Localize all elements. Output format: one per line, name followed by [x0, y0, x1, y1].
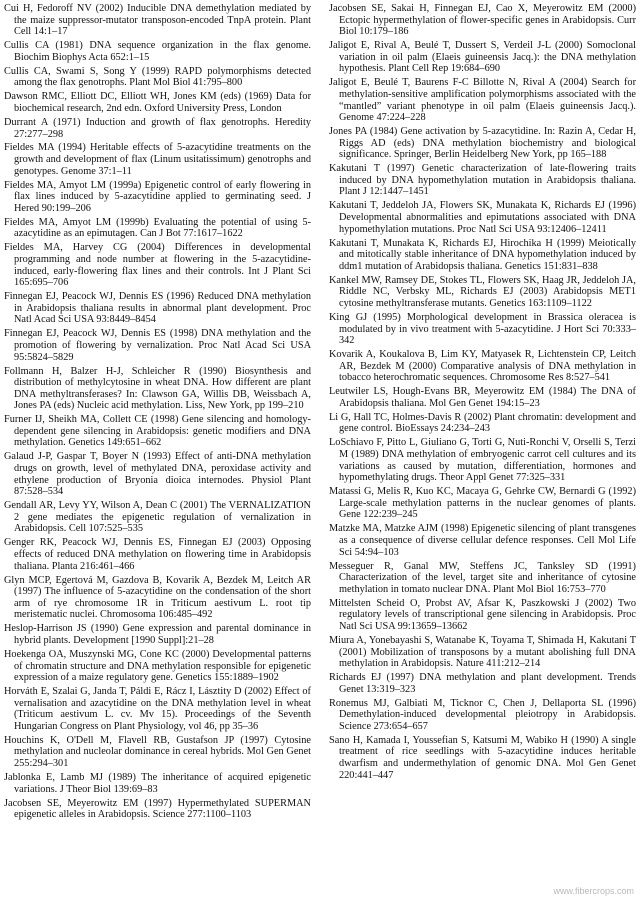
reference-entry: LoSchiavo F, Pitto L, Giuliano G, Torti G, Nuti-Ronchi V, Orselli S, Terzi M (1989) DNA methylation of embryogenic carrot cell cultures and its variations as caused by mutation, differentiation, hormones and hypomethylating drugs. Theor Appl Genet 77:325–331 [329, 437, 636, 484]
reference-entry: Fieldes MA, Harvey CG (2004) Differences in developmental programming and node number at flowering in the 5-azacytidine-induced, early-flowering flax lines and their controls. Int J Plant Sci 165:695–706 [4, 242, 311, 289]
reference-entry: King GJ (1995) Morphological development in Brassica oleracea is modulated by in vivo treatment with 5-azacytidine. J Hort Sci 70:333–342 [329, 311, 636, 347]
reference-entry: Galaud J-P, Gaspar T, Boyer N (1993) Effect of anti-DNA methylation drugs on growth, level of methylated DNA, peroxidase activity and ethylene production of Bryonia dioica internodes. Physiol Plant 87:528–534 [4, 451, 311, 498]
reference-entry: Cullis CA (1981) DNA sequence organization in the flax genome. Biochim Biophys Acta 652:1–15 [4, 40, 311, 63]
reference-entry: Cui H, Fedoroff NV (2002) Inducible DNA demethylation mediated by the maize suppressor-mutator transposon-encoded TnpA protein. Plant Cell 14:1–17 [4, 3, 311, 38]
reference-entry: Furner IJ, Sheikh MA, Collett CE (1998) Gene silencing and homology-dependent gene silencing in Arabidopsis: genetic modifiers and DNA methylation. Genetics 149:651–662 [4, 414, 311, 449]
reference-entry: Messeguer R, Ganal MW, Steffens JC, Tanksley SD (1991) Characterization of the level, target site and inheritance of cytosine methylation in tomato nuclear DNA. Plant Mol Biol 16:753–770 [329, 560, 636, 595]
watermark: www.fibercrops.com [553, 886, 634, 896]
reference-entry: Fieldes MA, Amyot LM (1999a) Epigenetic control of early flowering in flax lines induced by 5-azacytidine applied to germinating seed. J Hered 90:199–206 [4, 179, 311, 214]
reference-entry: Matassi G, Melis R, Kuo KC, Macaya G, Gehrke CW, Bernardi G (1992) Large-scale methylation patterns in the nuclear genomes of plants. Gene 122:239–245 [329, 486, 636, 521]
reference-entry: Ronemus MJ, Galbiati M, Ticknor C, Chen J, Dellaporta SL (1996) Demethylation-induced developmental pleiotropy in Arabidopsis. Science 273:654–657 [329, 697, 636, 732]
reference-entry: Miura A, Yonebayashi S, Watanabe K, Toyama T, Shimada H, Kakutani T (2001) Mobilization of transposons by a mutant abolishing full DNA methylation in Arabidopsis. Nature 411:212–214 [329, 634, 636, 670]
reference-entry: Gendall AR, Levy YY, Wilson A, Dean C (2001) The VERNALIZATION 2 gene mediates the epigenetic regulation of vernalization in Arabidopsis. Cell 107:525–535 [4, 500, 311, 535]
reference-entry: Fieldes MA (1994) Heritable effects of 5-azacytidine treatments on the growth and development of flax (Linum usitatissimum) genotrophs and genotypes. Genome 37:1–11 [4, 142, 311, 177]
reference-entry: Jablonka E, Lamb MJ (1989) The inheritance of acquired epigenetic variations. J Theor Biol 139:69–83 [4, 772, 311, 795]
reference-entry: Dawson RMC, Elliott DC, Elliott WH, Jones KM (eds) (1969) Data for biochemical research, 2nd edn. Oxford University Press, London [4, 91, 311, 114]
reference-entry: Kankel MW, Ramsey DE, Stokes TL, Flowers SK, Haag JR, Jeddeloh JA, Riddle NC, Verbsky ML, Richards EJ (2003) Arabidopsis MET1 cytosine methyltransferase mutants. Genetics 163:1109–1122 [329, 274, 636, 309]
reference-entry: Mittelsten Scheid O, Probst AV, Afsar K, Paszkowski J (2002) Two regulatory levels of transcriptional gene silencing in Arabidopsis. Proc Natl Sci USA 99:13659–13662 [329, 597, 636, 632]
reference-entry: Finnegan EJ, Peacock WJ, Dennis ES (1996) Reduced DNA methylation in Arabidopsis thaliana results in abnormal plant development. Proc Natl Acad Sci USA 93:8449–8454 [4, 291, 311, 326]
reference-entry: Leutwiler LS, Hough-Evans BR, Meyerowitz EM (1984) The DNA of Arabidopsis thaliana. Mol Gen Genet 194:15–23 [329, 386, 636, 409]
reference-entry: Kakutani T, Munakata K, Richards EJ, Hirochika H (1999) Meiotically and mitotically stable inheritance of DNA hypomethylation induced by ddm1 mutation of Arabidopsis thaliana. Genetics 151:831–838 [329, 237, 636, 272]
reference-entry: Jaligot E, Beulé T, Baurens F-C Billotte N, Rival A (2004) Search for methylation-sensitive amplification polymorphisms associated with the “mantled” variant phenotype in oil palm (Elaeis guineensis Jacq.). Genome 47:224–228 [329, 77, 636, 124]
reference-entry: Follmann H, Balzer H-J, Schleicher R (1990) Biosynthesis and distribution of methylcytosine in wheat DNA. How different are plant DNA methyltransferases? In: Clawson GA, Willis DB, Weissbach A, Jones PA (eds) Nucleic acid methylation. Liss, New York, pp 199–210 [4, 365, 311, 412]
reference-entry: Kakutani T, Jeddeloh JA, Flowers SK, Munakata K, Richards EJ (1996) Developmental abnormalities and epimutations associated with DNA hypomethylation mutations. Proc Natl Sci USA 93:12406–12411 [329, 200, 636, 235]
reference-entry: Finnegan EJ, Peacock WJ, Dennis ES (1998) DNA methylation and the promotion of flowering by vernalization. Proc Natl Acad Sci USA 95:5824–5829 [4, 328, 311, 363]
reference-entry: Cullis CA, Swami S, Song Y (1999) RAPD polymorphisms detected among the flax genotrophs. Plant Mol Biol 41:795–800 [4, 65, 311, 89]
reference-entry: Jaligot E, Rival A, Beulé T, Dussert S, Verdeil J-L (2000) Somoclonal variation in oil palm (Elaeis guineensis Jacq.): the DNA methylation hypothesis. Plant Cell Rep 19:684–690 [329, 40, 636, 75]
reference-entry: Houchins K, O'Dell M, Flavell RB, Gustafson JP (1997) Cytosine methylation and nucleolar dominance in cereal hybrids. Mol Gen Genet 255:294–301 [4, 734, 311, 770]
reference-entry: Glyn MCP, Egertová M, Gazdova B, Kovarik A, Bezdek M, Leitch AR (1997) The influence of 5-azacytidine on the condensation of the short arm of rye chromosome 1R in Triticum aestivum L. root tip meristematic nuclei. Chromosoma 106:485–492 [4, 574, 311, 621]
reference-entry: Durrant A (1971) Induction and growth of flax genotrophs. Heredity 27:277–298 [4, 116, 311, 140]
reference-entry: Sano H, Kamada I, Youssefian S, Katsumi M, Wabiko H (1990) A single treatment of rice seedlings with 5-azacytidine induces heritable dwarfism and undermethylation of genomic DNA. Mol Gen Genet 220:441–447 [329, 734, 636, 781]
reference-entry: Jones PA (1984) Gene activation by 5-azacytidine. In: Razin A, Cedar H, Riggs AD (eds) DNA methylation biochemistry and biological significance. Springer, Berlin Heidelberg New York, pp 165–188 [329, 126, 636, 161]
right-column [329, 3, 636, 823]
reference-entry: Li G, Hall TC, Holmes-Davis R (2002) Plant chromatin: development and gene control. BioEssays 24:234–243 [329, 411, 636, 435]
left-column [4, 3, 311, 823]
reference-entry: Kovarik A, Koukalova B, Lim KY, Matyasek R, Lichtenstein CP, Leitch AR, Bezdek M (2000) Comparative analysis of DNA methylation in tobacco heterochromatic sequences. Chromosome Res 8:527–541 [329, 349, 636, 384]
reference-entry: Kakutani T (1997) Genetic characterization of late-flowering traits induced by DNA hypomethylation mutation in Arabidopsis thaliana. Plant J 12:1447–1451 [329, 163, 636, 198]
reference-entry: Jacobsen SE, Sakai H, Finnegan EJ, Cao X, Meyerowitz EM (2000) Ectopic hypermethylation of flower-specific genes in Arabidopsis. Curr Biol 10:179–186 [329, 3, 636, 38]
reference-columns [4, 3, 636, 823]
reference-entry: Genger RK, Peacock WJ, Dennis ES, Finnegan EJ (2003) Opposing effects of reduced DNA methylation on flowering time in Arabidopsis thaliana. Planta 216:461–466 [4, 537, 311, 572]
reference-entry: Hoekenga OA, Muszynski MG, Cone KC (2000) Developmental patterns of chromatin structure and DNA methylation responsible for epigenetic expression of a maize regulatory gene. Genetics 155:1889–1902 [4, 648, 311, 684]
reference-entry: Matzke MA, Matzke AJM (1998) Epigenetic silencing of plant transgenes as a consequence of diverse cellular defence responses. Cell Mol Life Sci 54:94–103 [329, 523, 636, 558]
reference-entry: Fieldes MA, Amyot LM (1999b) Evaluating the potential of using 5-azacytidine as an epimutagen. Can J Bot 77:1617–1622 [4, 216, 311, 240]
reference-entry: Richards EJ (1997) DNA methylation and plant development. Trends Genet 13:319–323 [329, 672, 636, 695]
reference-entry: Heslop-Harrison JS (1990) Gene expression and parental dominance in hybrid plants. Development [1990 Suppl]:21–28 [4, 623, 311, 646]
reference-entry: Horváth E, Szalai G, Janda T, Páldi E, Rácz I, Lásztity D (2002) Effect of vernalisation and azacytidine on the DNA methylation level in wheat (Triticum aestivum L. cv. Mv 15). Proceedings of the Seventh Hungarian Congress on Plant Physiology, vol 46, pp 35–36 [4, 686, 311, 732]
reference-entry: Jacobsen SE, Meyerowitz EM (1997) Hypermethylated SUPERMAN epigenetic alleles in Arabidopsis. Science 277:1100–1103 [4, 797, 311, 821]
